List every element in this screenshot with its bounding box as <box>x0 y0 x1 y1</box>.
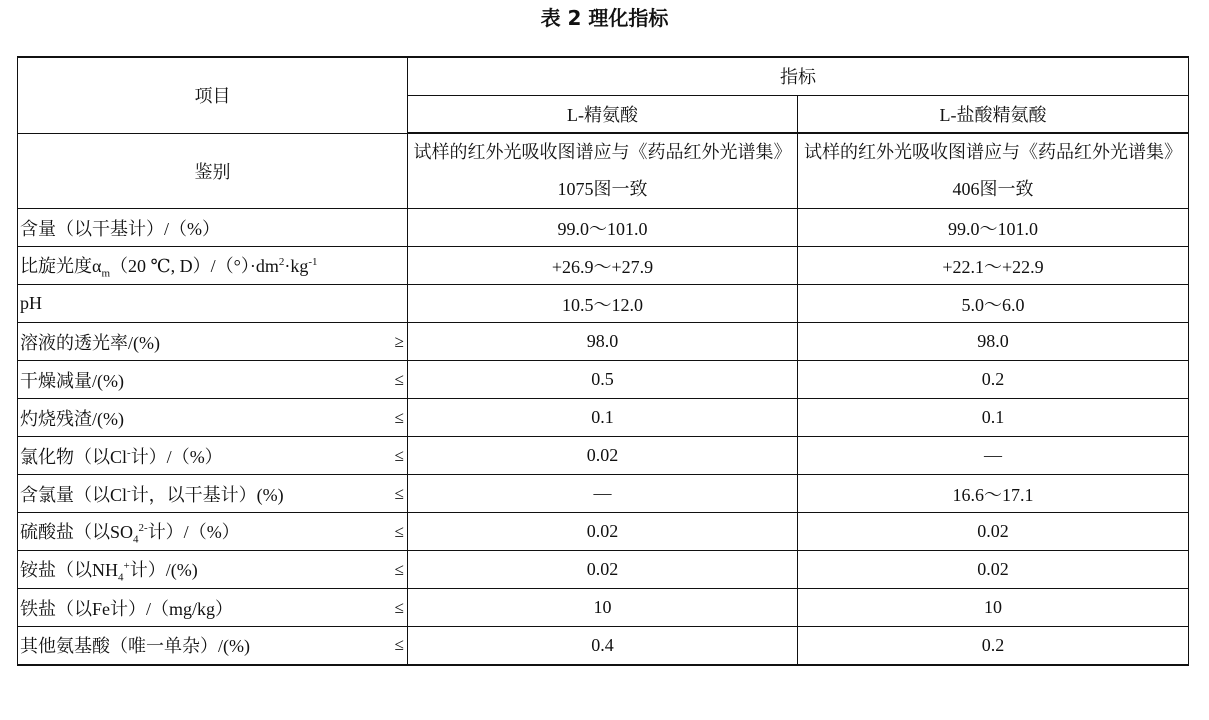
row-label: 铵盐（以$NH_4^+$计）/(%) ≤ <box>18 551 408 589</box>
cell-value: 10.5～12.0 <box>408 285 798 323</box>
row-label: 含量（以干基计）/（%） <box>18 209 408 247</box>
cell-value: 0.02 <box>408 551 798 589</box>
header-item: 项目 <box>18 57 408 133</box>
row-label: 铁盐（以Fe计）/（mg/kg） ≤ <box>18 589 408 627</box>
comparison-symbol: ≤ <box>394 407 404 427</box>
cell-value: 5.0～6.0 <box>798 285 1189 323</box>
cell-value: 0.2 <box>798 627 1189 665</box>
cell-value: 10 <box>408 589 798 627</box>
header-row <box>18 57 1189 95</box>
table-row <box>18 513 1189 551</box>
table-row <box>18 399 1189 437</box>
cell-value: 试样的红外光吸收图谱应与《药品红外光谱集》406图一致 <box>798 133 1189 209</box>
cell-value: 0.1 <box>798 399 1189 437</box>
comparison-symbol: ≤ <box>394 559 404 579</box>
table-row <box>18 551 1189 589</box>
row-label: 比旋光度$\alpha_m(20$ ℃, $D)/(^\circ)\cdot dm^2\cdot kg^{-1}$ <box>18 247 408 285</box>
row-label: 灼烧残渣/(%) ≤ <box>18 399 408 437</box>
table-row <box>18 475 1189 513</box>
table-row <box>18 361 1189 399</box>
row-label: 其他氨基酸（唯一单杂）/(%) ≤ <box>18 627 408 665</box>
row-label: 溶液的透光率/(%) ≥ <box>18 323 408 361</box>
row-label: 干燥减量/(%) ≤ <box>18 361 408 399</box>
cell-value: 0.5 <box>408 361 798 399</box>
comparison-symbol: ≤ <box>394 635 404 655</box>
cell-value: 10 <box>798 589 1189 627</box>
table-title: 表 2 理化指标 <box>540 6 669 30</box>
physicochemical-spec-table <box>17 56 1189 666</box>
cell-value: 0.02 <box>798 551 1189 589</box>
cell-value: +26.9～+27.9 <box>408 247 798 285</box>
cell-value: — <box>408 475 798 513</box>
cell-value: 0.4 <box>408 627 798 665</box>
cell-value: 98.0 <box>408 323 798 361</box>
table-row <box>18 627 1189 665</box>
cell-value: 0.02 <box>408 437 798 475</box>
comparison-symbol: ≤ <box>394 369 404 389</box>
comparison-symbol: ≤ <box>394 521 404 541</box>
cell-value: 99.0～101.0 <box>408 209 798 247</box>
cell-value: 0.2 <box>798 361 1189 399</box>
table-row <box>18 437 1189 475</box>
cell-value: 16.6～17.1 <box>798 475 1189 513</box>
row-label: 含氯量（以Cl-计，以干基计）(%) ≤ <box>18 475 408 513</box>
row-label: 鉴别 <box>18 133 408 209</box>
comparison-symbol: ≤ <box>394 597 404 617</box>
header-col-arginine: L-精氨酸 <box>408 95 798 133</box>
cell-value: 0.1 <box>408 399 798 437</box>
cell-value: 98.0 <box>798 323 1189 361</box>
table-row <box>18 589 1189 627</box>
comparison-symbol: ≤ <box>394 483 404 503</box>
cell-value: 0.02 <box>798 513 1189 551</box>
header-index: 指标 <box>408 57 1189 95</box>
row-label: pH <box>18 285 408 323</box>
table-row <box>18 133 1189 209</box>
table-row <box>18 209 1189 247</box>
row-label: 氯化物（以Cl-计）/（%） ≤ <box>18 437 408 475</box>
row-label: 硫酸盐（以$SO_4^{2-}$计）/（%） ≤ <box>18 513 408 551</box>
cell-value: 0.02 <box>408 513 798 551</box>
cell-value: 99.0～101.0 <box>798 209 1189 247</box>
cell-value: 试样的红外光吸收图谱应与《药品红外光谱集》1075图一致 <box>408 133 798 209</box>
cell-value: +22.1～+22.9 <box>798 247 1189 285</box>
table-row <box>18 247 1189 285</box>
cell-value: — <box>798 437 1189 475</box>
table-row <box>18 323 1189 361</box>
header-col-arginine-hcl: L-盐酸精氨酸 <box>798 95 1189 133</box>
table-row <box>18 285 1189 323</box>
comparison-symbol: ≤ <box>394 445 404 465</box>
comparison-symbol: ≥ <box>394 331 404 351</box>
